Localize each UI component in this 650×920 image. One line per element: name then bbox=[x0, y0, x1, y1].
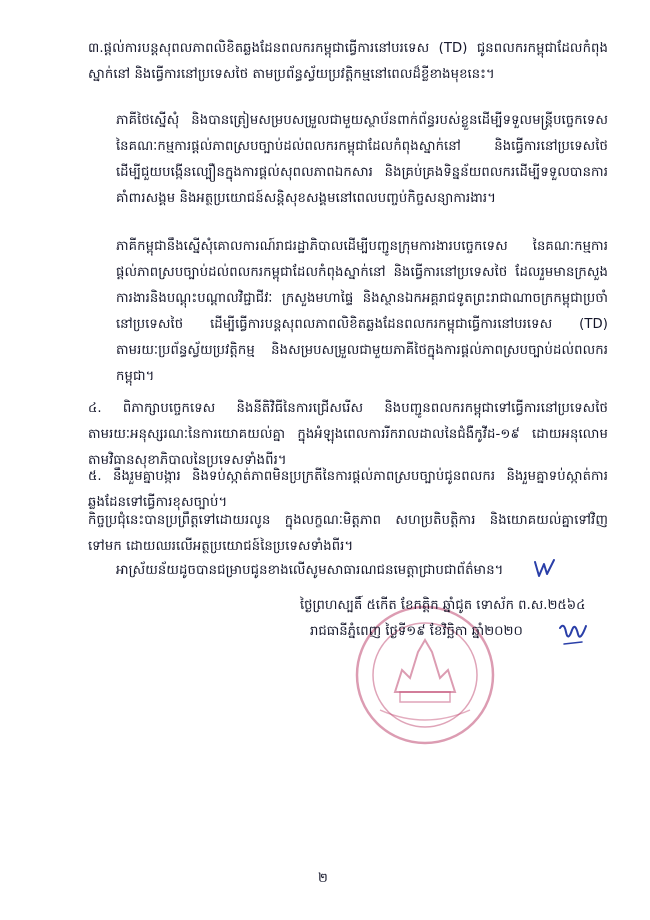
page-number: ២ bbox=[318, 871, 328, 886]
item-3-lead: ៣.ផ្តល់ការបន្តសុពលភាពលិខិតឆ្លងដែនពលករកម្ពុជាធ្វើការនៅបរទេស (TD) ជូនពលករកម្ពុជាដែលកំពុងស្នាក់នៅ និងធ្វើការនៅប្រទេសថៃ តាមប្រព័ន្ធស្វ័យប្រវត្តិកម្មនៅពេលដ៏ខ្លីខាងមុខនេះ។ bbox=[88, 41, 608, 82]
item-3-thai-side: ភាគីថៃស្នើសុំ និងបានត្រៀមសម្របសម្រួលជាមួយស្ថាប័នពាក់ព័ន្ធរបស់ខ្លួនដើម្បីទទួលមន្ត្រីបច្ចេកទេសនៃគណៈកម្មការផ្តល់ភាពស្របច្បាប់ដល់ពលករកម្ពុជាដែលកំពុងស្នាក់នៅ និងធ្វើការនៅប្រទេសថៃ ដើម្បីជួយបង្កើនល្បឿនក្នុងការផ្តល់សុពលភាពឯកសារ និងគ្រប់គ្រងទិន្នន័យពលករដើម្បីទទួលបានការគាំពារសង្គម និងអត្ថប្រយោជន៍សន្តិសុខសង្គមនៅពេលបញ្ចប់កិច្ចសន្យាការងារ។ bbox=[116, 113, 608, 206]
lunar-date: ថ្ងៃព្រហស្បតិ៍ ៥កើត ខែកត្តិក ឆ្នាំជូត ទោស័ក ព.ស.២៥៦៤ bbox=[300, 598, 586, 613]
signature-icon bbox=[556, 618, 590, 648]
initial-signature-icon bbox=[532, 556, 558, 580]
request-line: អាស្រ័យន័យដូចបានជម្រាបជូនខាងលើសូមសាធារណជនមេត្តាជ្រាបជាព័ត៌មាន។ bbox=[116, 563, 504, 578]
closing-paragraph: កិច្ចប្រជុំនេះបានប្រព្រឹត្តទៅដោយរលូន ក្នុងលក្ខណៈមិត្តភាព សហប្រតិបត្តិការ និងយោគយល់គ្នាទៅវិញទៅមក ដោយឈរលើអត្ថប្រយោជន៍នៃប្រទេសទាំងពីរ។ bbox=[88, 513, 608, 554]
solar-date: រាជធានីភ្នំពេញ ថ្ងៃទី១៩ ខែវិច្ឆិកា ឆ្នាំ២០២០ bbox=[310, 624, 523, 639]
item-3-cambodia-side: ភាគីកម្ពុជានឹងស្នើសុំគោលការណ៍រាជរដ្ឋាភិបាលដើម្បីបញ្ជូនក្រុមការងារបច្ចេកទេស នៃគណៈកម្មការផ្តល់ភាពស្របច្បាប់ដល់ពលករកម្ពុជាដែលកំពុងស្នាក់នៅ និងធ្វើការនៅប្រទេសថៃ ដែលរួមមានក្រសួងការងារនិងបណ្តុះបណ្តាលវិជ្ជាជីវៈ ក្រសួងមហាផ្ទៃ និងស្ថានឯកអគ្គរាជទូតព្រះរាជាណាចក្រកម្ពុជាប្រចាំនៅប្រទេសថៃ ដើម្បីធ្វើការបន្តសុពលភាពលិខិតឆ្លងដែនពលករកម្ពុជាធ្វើការនៅបរទេស (TD) តាមរយៈប្រព័ន្ធស្វ័យប្រវត្តិកម្ម និងសម្របសម្រួលជាមួយភាគីថៃក្នុងការផ្តល់ភាពស្របច្បាប់ដល់ពលករកម្ពុជា។ bbox=[116, 239, 608, 384]
item-4: ៤. ពិភាក្សាបច្ចេកទេស និងនីតិវិធីនៃការជ្រើសរើស និងបញ្ជូនពលករកម្ពុជាទៅធ្វើការនៅប្រទេសថៃតាមរយៈអនុស្សរណៈនៃការយោគយល់គ្នា ក្នុងអំឡុងពេលការរីករាលដាលនៃជំងឺកូវីដ-១៩ ដោយអនុលោមតាមវិធានសុខាភិបាលនៃប្រទេសទាំងពីរ។ bbox=[88, 401, 608, 468]
item-5: ៥. នឹងរួមគ្នាបង្ការ និងទប់ស្កាត់ភាពមិនប្រក្រតីនៃការផ្តល់ភាពស្របច្បាប់ជូនពលករ និងរួមគ្នាទប់ស្កាត់ការឆ្លងដែនទៅធ្វើការខុសច្បាប់។ bbox=[88, 469, 608, 510]
